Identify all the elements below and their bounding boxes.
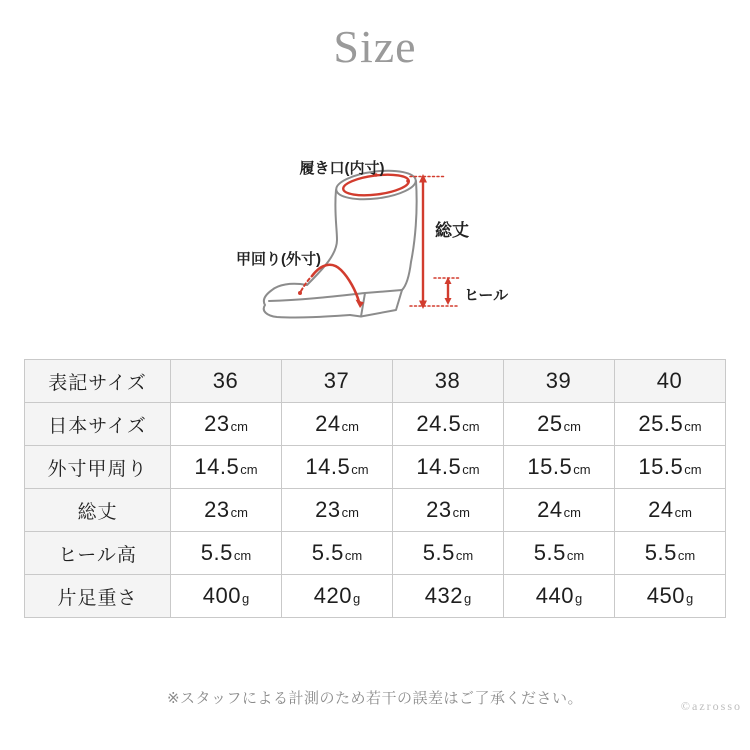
size-cell: 24cm <box>282 403 393 446</box>
table-row-instep <box>25 446 726 489</box>
size-cell: 25.5cm <box>615 403 726 446</box>
instep-label: 甲回り(外寸) <box>236 251 321 268</box>
heel-label: ヒール <box>464 287 509 304</box>
size-cell: 23cm <box>393 489 504 532</box>
total-length-label: 総丈 <box>435 221 469 240</box>
size-table <box>24 359 726 618</box>
size-cell: 25cm <box>504 403 615 446</box>
size-cell: 5.5cm <box>171 532 282 575</box>
size-cell: 400g <box>171 575 282 618</box>
copyright-credit: ©azrosso <box>680 699 742 713</box>
size-cell: 36 <box>171 360 282 403</box>
size-cell: 23cm <box>171 489 282 532</box>
size-cell: 14.5cm <box>393 446 504 489</box>
size-cell: 432g <box>393 575 504 618</box>
size-cell: 5.5cm <box>615 532 726 575</box>
size-cell: 23cm <box>171 403 282 446</box>
size-cell: 39 <box>504 360 615 403</box>
size-cell: 14.5cm <box>171 446 282 489</box>
table-row-heel-height <box>25 532 726 575</box>
size-cell: 450g <box>615 575 726 618</box>
size-cell: 5.5cm <box>504 532 615 575</box>
row-label: 表記サイズ <box>25 360 171 403</box>
table-row-size <box>25 360 726 403</box>
size-cell: 440g <box>504 575 615 618</box>
size-cell: 5.5cm <box>393 532 504 575</box>
size-cell: 15.5cm <box>504 446 615 489</box>
row-label: ヒール高 <box>25 532 171 575</box>
size-cell: 15.5cm <box>615 446 726 489</box>
size-cell: 24cm <box>504 489 615 532</box>
boot-outline <box>264 167 418 318</box>
size-cell: 24cm <box>615 489 726 532</box>
size-cell: 38 <box>393 360 504 403</box>
opening-label: 履き口(内寸) <box>299 160 385 177</box>
page-title: Size <box>333 21 417 72</box>
table-row-weight <box>25 575 726 618</box>
size-cell: 24.5cm <box>393 403 504 446</box>
table-row-japan-size <box>25 403 726 446</box>
row-label: 片足重さ <box>25 575 171 618</box>
size-cell: 14.5cm <box>282 446 393 489</box>
measurement-note: ※スタッフによる計測のため若干の誤差はご了承ください。 <box>166 690 584 707</box>
size-cell: 40 <box>615 360 726 403</box>
row-label: 外寸甲周り <box>25 446 171 489</box>
boot-diagram <box>228 140 528 345</box>
size-cell: 5.5cm <box>282 532 393 575</box>
size-cell: 37 <box>282 360 393 403</box>
table-row-total-length <box>25 489 726 532</box>
size-cell: 23cm <box>282 489 393 532</box>
row-label: 総丈 <box>25 489 171 532</box>
size-cell: 420g <box>282 575 393 618</box>
row-label: 日本サイズ <box>25 403 171 446</box>
measurement-marks <box>298 172 459 309</box>
